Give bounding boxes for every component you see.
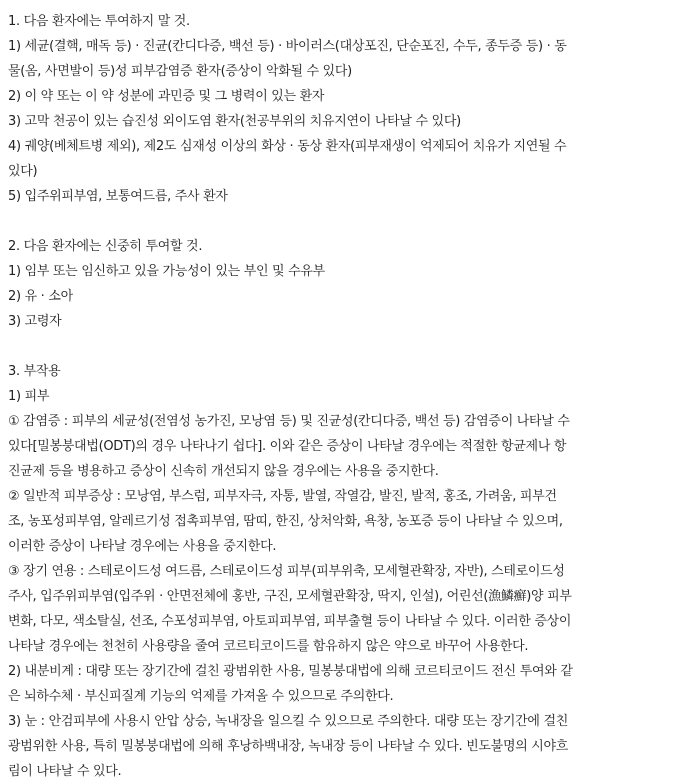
text-line: 2) 이 약 또는 이 약 성분에 과민증 및 그 병력이 있는 환자 bbox=[8, 89, 325, 104]
section-heading: 3. 부작용 bbox=[8, 364, 61, 379]
text-line: ③ 장기 연용 : 스테로이드성 여드름, 스테로이드성 피부(피부위축, 모세혈관확장, 자반), 스테로이드성 bbox=[8, 564, 565, 579]
text-line: 3) 고막 천공이 있는 습진성 외이도염 환자(천공부위의 치유지연이 나타날 수 있다) bbox=[8, 114, 461, 129]
text-line: ① 감염증 : 피부의 세균성(전염성 농가진, 모낭염 등) 및 진균성(칸디다증, 백선 등) 감염증이 나타날 수 bbox=[8, 414, 570, 429]
text-line: 4) 궤양(베체트병 제외), 제2도 심재성 이상의 화상 · 동상 환자(피부재생이 억제되어 치유가 지연될 수 bbox=[8, 139, 567, 154]
text-line: 1) 피부 bbox=[8, 389, 50, 404]
section-heading: 2. 다음 환자에는 신중히 투여할 것. bbox=[8, 239, 203, 254]
text-line: 1) 세균(결핵, 매독 등) · 진균(칸디다증, 백선 등) · 바이러스(대상포진, 단순포진, 수두, 종두증 등) · 동 bbox=[8, 39, 567, 54]
section-side-effects bbox=[8, 359, 680, 784]
text-line: 3) 고령자 bbox=[8, 314, 62, 329]
text-line: 진균제 등을 병용하고 증상이 신속히 개선되지 않을 경우에는 사용을 중지한다. bbox=[8, 464, 439, 479]
text-line: 나타날 경우에는 천천히 사용량을 줄여 코르티코이드를 함유하지 않은 약으로 바꾸어 사용한다. bbox=[8, 639, 529, 654]
text-line: 있다[밀봉붕대법(ODT)의 경우 나타나기 쉽다]. 이와 같은 증상이 나타날 경우에는 적절한 항균제나 항 bbox=[8, 439, 567, 454]
section-cautions bbox=[8, 234, 680, 334]
text-line: 있다) bbox=[8, 164, 38, 179]
text-line: 주사, 입주위피부염(입주위 · 안면전체에 홍반, 구진, 모세혈관확장, 딱지, 인설), 어린선(漁鱗癬)양 피부 bbox=[8, 589, 572, 604]
text-line: 5) 입주위피부염, 보통여드름, 주사 환자 bbox=[8, 189, 228, 204]
text-line: 조, 농포성피부염, 알레르기성 접촉피부염, 땀띠, 한진, 상처악화, 욕창, 농포증 등이 나타날 수 있으며, bbox=[8, 514, 563, 529]
text-line: 2) 내분비계 : 대량 또는 장기간에 걸친 광범위한 사용, 밀봉붕대법에 의해 코르티코이드 전신 투여와 같 bbox=[8, 664, 573, 679]
text-line: 2) 유 · 소아 bbox=[8, 289, 73, 304]
text-line: 3) 눈 : 안검피부에 사용시 안압 상승, 녹내장을 일으킬 수 있으므로 주의한다. 대량 또는 장기간에 걸친 bbox=[8, 714, 569, 729]
section-contraindications bbox=[8, 9, 680, 209]
text-line: 은 뇌하수체 · 부신피질계 기능의 억제를 가져올 수 있으므로 주의한다. bbox=[8, 689, 394, 704]
text-line: ② 일반적 피부증상 : 모낭염, 부스럼, 피부자극, 자통, 발열, 작열감, 발진, 발적, 홍조, 가려움, 피부건 bbox=[8, 489, 557, 504]
text-line: 광범위한 사용, 특히 밀봉붕대법에 의해 후낭하백내장, 녹내장 등이 나타날 수 있다. 빈도불명의 시야흐 bbox=[8, 739, 569, 754]
text-line: 물(옴, 사면발이 등)성 피부감염증 환자(증상이 악화될 수 있다) bbox=[8, 64, 352, 79]
text-line: 1) 임부 또는 임신하고 있을 가능성이 있는 부인 및 수유부 bbox=[8, 264, 325, 279]
paragraph-spacer bbox=[8, 334, 680, 359]
section-heading: 1. 다음 환자에는 투여하지 말 것. bbox=[8, 14, 190, 29]
paragraph-spacer bbox=[8, 209, 680, 234]
text-line: 림이 나타날 수 있다. bbox=[8, 764, 122, 779]
document-body bbox=[8, 9, 680, 784]
text-line: 이러한 증상이 나타날 경우에는 사용을 중지한다. bbox=[8, 539, 277, 554]
text-line: 변화, 다모, 색소탈실, 선조, 수포성피부염, 아토피피부염, 피부출혈 등이 나타날 수 있다. 이러한 증상이 bbox=[8, 614, 572, 629]
